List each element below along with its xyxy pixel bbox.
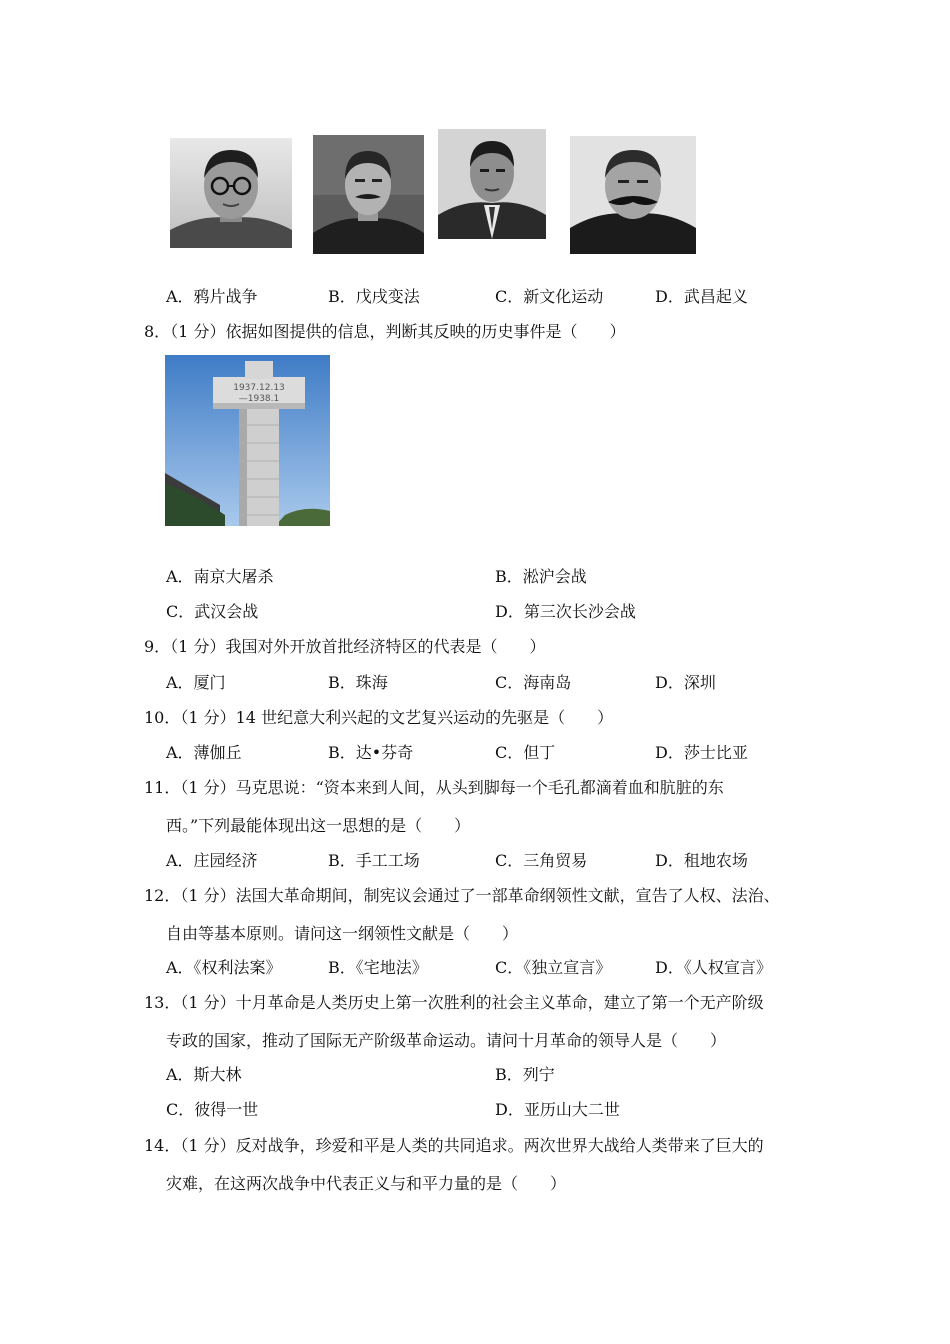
q8-option-c: C．武汉会战 — [166, 602, 259, 621]
q9-stem: 9．（1 分）我国对外开放首批经济特区的代表是（ ） — [144, 637, 546, 656]
q7-option-c: C．新文化运动 — [495, 287, 604, 306]
q14-stem-line2: 灾难，在这两次战争中代表正义与和平力量的是（ ） — [166, 1174, 567, 1193]
q11-stem-line1: 11．（1 分）马克思说：“资本来到人间，从头到脚每一个毛孔都滴着血和肮脏的东 — [144, 778, 724, 797]
portrait-man-glasses — [170, 138, 292, 248]
q9-option-a: A．厦门 — [166, 673, 226, 692]
q9-option-b: B．珠海 — [328, 673, 388, 692]
monument-photo — [165, 355, 330, 526]
q9-option-d: D．深圳 — [655, 673, 716, 692]
q13-option-c: C．彼得一世 — [166, 1100, 259, 1119]
q12-option-a: A．《权利法案》 — [166, 958, 282, 977]
q11-option-a: A．庄园经济 — [166, 851, 258, 870]
q11-option-b: B．手工工场 — [328, 851, 420, 870]
q8-option-d: D．第三次长沙会战 — [495, 602, 636, 621]
q13-option-d: D．亚历山大二世 — [495, 1100, 620, 1119]
q10-option-c: C．但丁 — [495, 743, 556, 762]
q12-stem-line2: 自由等基本原则。请问这一纲领性文献是（ ） — [166, 924, 519, 943]
portrait-man-large-mustache — [570, 136, 696, 254]
q8-option-b: B．淞沪会战 — [495, 567, 587, 586]
q8-stem: 8．（1 分）依据如图提供的信息，判断其反映的历史事件是（ ） — [144, 322, 626, 341]
monument-date-line2: —1938.1 — [238, 394, 280, 404]
q9-option-c: C．海南岛 — [495, 673, 572, 692]
q13-stem-line2: 专政的国家，推动了国际无产阶级革命运动。请问十月革命的领导人是（ ） — [166, 1031, 727, 1050]
q7-option-a: A．鸦片战争 — [166, 287, 258, 306]
q13-option-b: B．列宁 — [495, 1065, 555, 1084]
q14-stem-line1: 14．（1 分）反对战争，珍爱和平是人类的共同追求。两次世界大战给人类带来了巨大的 — [144, 1136, 764, 1155]
q12-option-d: D．《人权宣言》 — [655, 958, 772, 977]
q12-stem-line1: 12．（1 分）法国大革命期间，制宪议会通过了一部革命纲领性文献，宣告了人权、法治、 — [144, 886, 780, 905]
q11-option-d: D．租地农场 — [655, 851, 748, 870]
q11-option-c: C．三角贸易 — [495, 851, 588, 870]
q12-option-c: C．《独立宣言》 — [495, 958, 612, 977]
portrait-man-mustache-gown — [313, 135, 424, 254]
q10-option-a: A．薄伽丘 — [166, 743, 242, 762]
q10-option-d: D．莎士比亚 — [655, 743, 748, 762]
q7-option-b: B．戊戌变法 — [328, 287, 420, 306]
q8-option-a: A．南京大屠杀 — [166, 567, 274, 586]
q10-option-b: B．达•芬奇 — [328, 743, 414, 762]
q13-option-a: A．斯大林 — [166, 1065, 242, 1084]
portrait-man-suit-tie — [438, 129, 546, 239]
monument-date-line1: 1937.12.13 — [233, 383, 285, 393]
q11-stem-line2: 西。”下列最能体现出这一思想的是（ ） — [166, 816, 471, 835]
q13-stem-line1: 13．（1 分）十月革命是人类历史上第一次胜利的社会主义革命，建立了第一个无产阶级 — [144, 993, 764, 1012]
q10-stem: 10．（1 分）14 世纪意大利兴起的文艺复兴运动的先驱是（ ） — [144, 708, 614, 727]
q12-option-b: B．《宅地法》 — [328, 958, 428, 977]
q7-option-d: D．武昌起义 — [655, 287, 748, 306]
